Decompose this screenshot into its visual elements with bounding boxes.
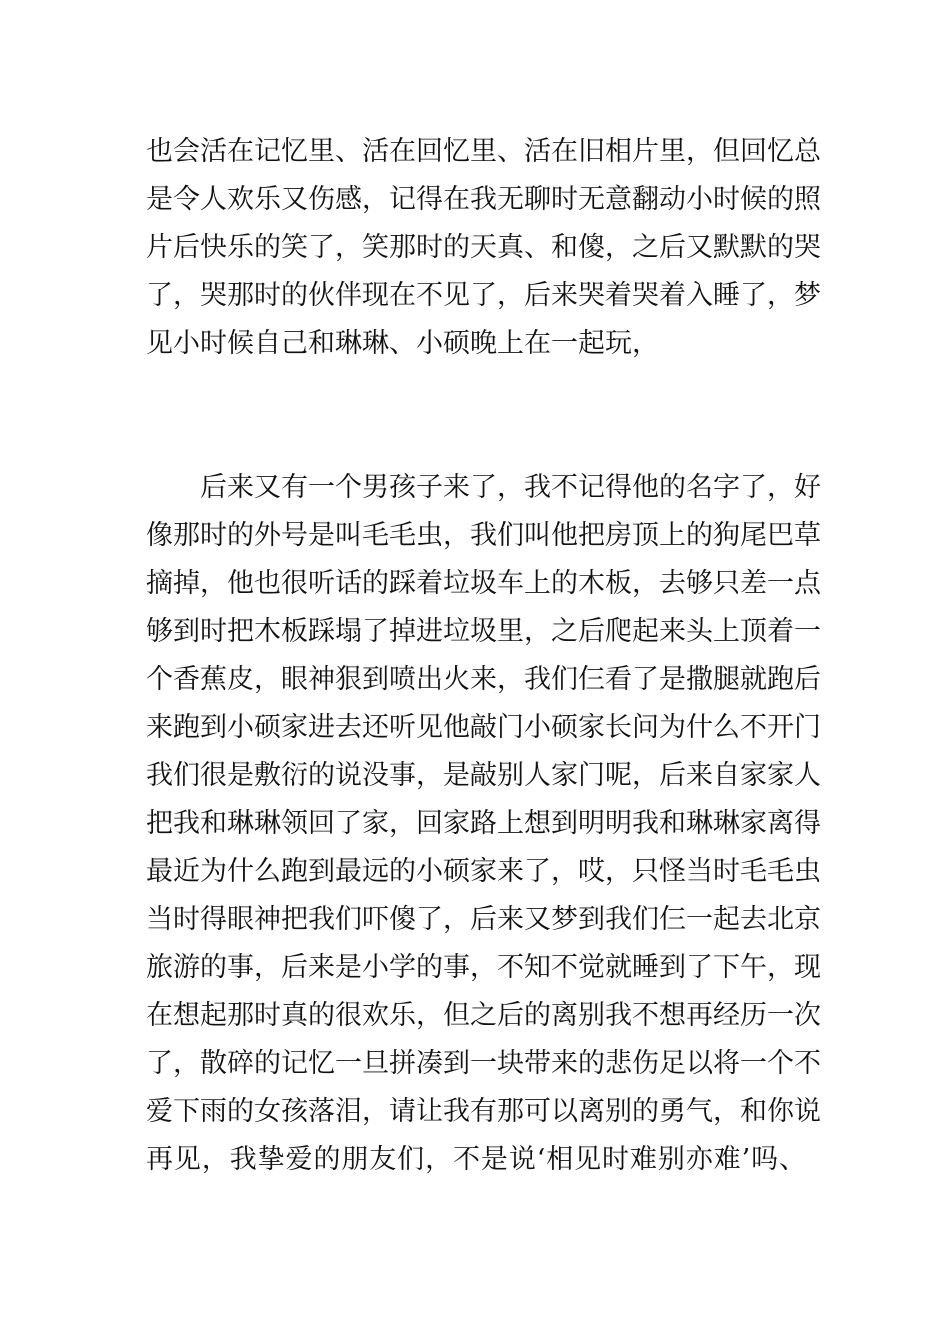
paragraph-line: 摘掉，他也很听话的踩着垃圾车上的木板，去够只差一点 <box>146 568 821 599</box>
paragraph-line: 像那时的外号是叫毛毛虫，我们叫他把房顶上的狗尾巴草 <box>146 520 821 551</box>
paragraph-line: 是令人欢乐又伤感，记得在我无聊时无意翻动小时候的照 <box>146 184 821 215</box>
paragraph-line: 后来又有一个男孩子来了，我不记得他的名字了，好 <box>200 472 821 503</box>
paragraph-line: 在想起那时真的很欢乐，但之后的离别我不想再经历一次 <box>146 1000 821 1031</box>
paragraph-line: 见小时候自己和琳琳、小硕晚上在一起玩， <box>146 328 659 359</box>
paragraph-line: 了，哭那时的伙伴现在不见了，后来哭着哭着入睡了，梦 <box>146 280 821 311</box>
paragraph-line: 我们很是敷衍的说没事，是敲别人家门呢，后来自家家人 <box>146 760 821 791</box>
paragraph-line: 片后快乐的笑了，笑那时的天真、和傻，之后又默默的哭 <box>146 232 821 263</box>
paragraph-line: 旅游的事，后来是小学的事，不知不觉就睡到了下午，现 <box>146 952 821 983</box>
paragraph-line: 也会活在记忆里、活在回忆里、活在旧相片里，但回忆总 <box>146 136 821 167</box>
paragraph-line: 再见，我挚爱的朋友们，不是说‘相见时难别亦难’吗、 <box>146 1144 806 1175</box>
paragraph-line: 个香蕉皮，眼神狠到喷出火来，我们仨看了是撒腿就跑后 <box>146 664 821 695</box>
paragraph-line: 把我和琳琳领回了家，回家路上想到明明我和琳琳家离得 <box>146 808 821 839</box>
paragraph-line: 够到时把木板踩塌了掉进垃圾里，之后爬起来头上顶着一 <box>146 616 821 647</box>
paragraph-line: 最近为什么跑到最远的小硕家来了，哎，只怪当时毛毛虫 <box>146 856 821 887</box>
paragraph-line: 爱下雨的女孩落泪，请让我有那可以离别的勇气，和你说 <box>146 1096 821 1127</box>
paragraph-line: 来跑到小硕家进去还听见他敲门小硕家长问为什么不开门 <box>146 712 821 743</box>
paragraph-line: 当时得眼神把我们吓傻了，后来又梦到我们仨一起去北京 <box>146 904 821 935</box>
paragraph-line: 了，散碎的记忆一旦拼凑到一块带来的悲伤足以将一个不 <box>146 1048 821 1079</box>
